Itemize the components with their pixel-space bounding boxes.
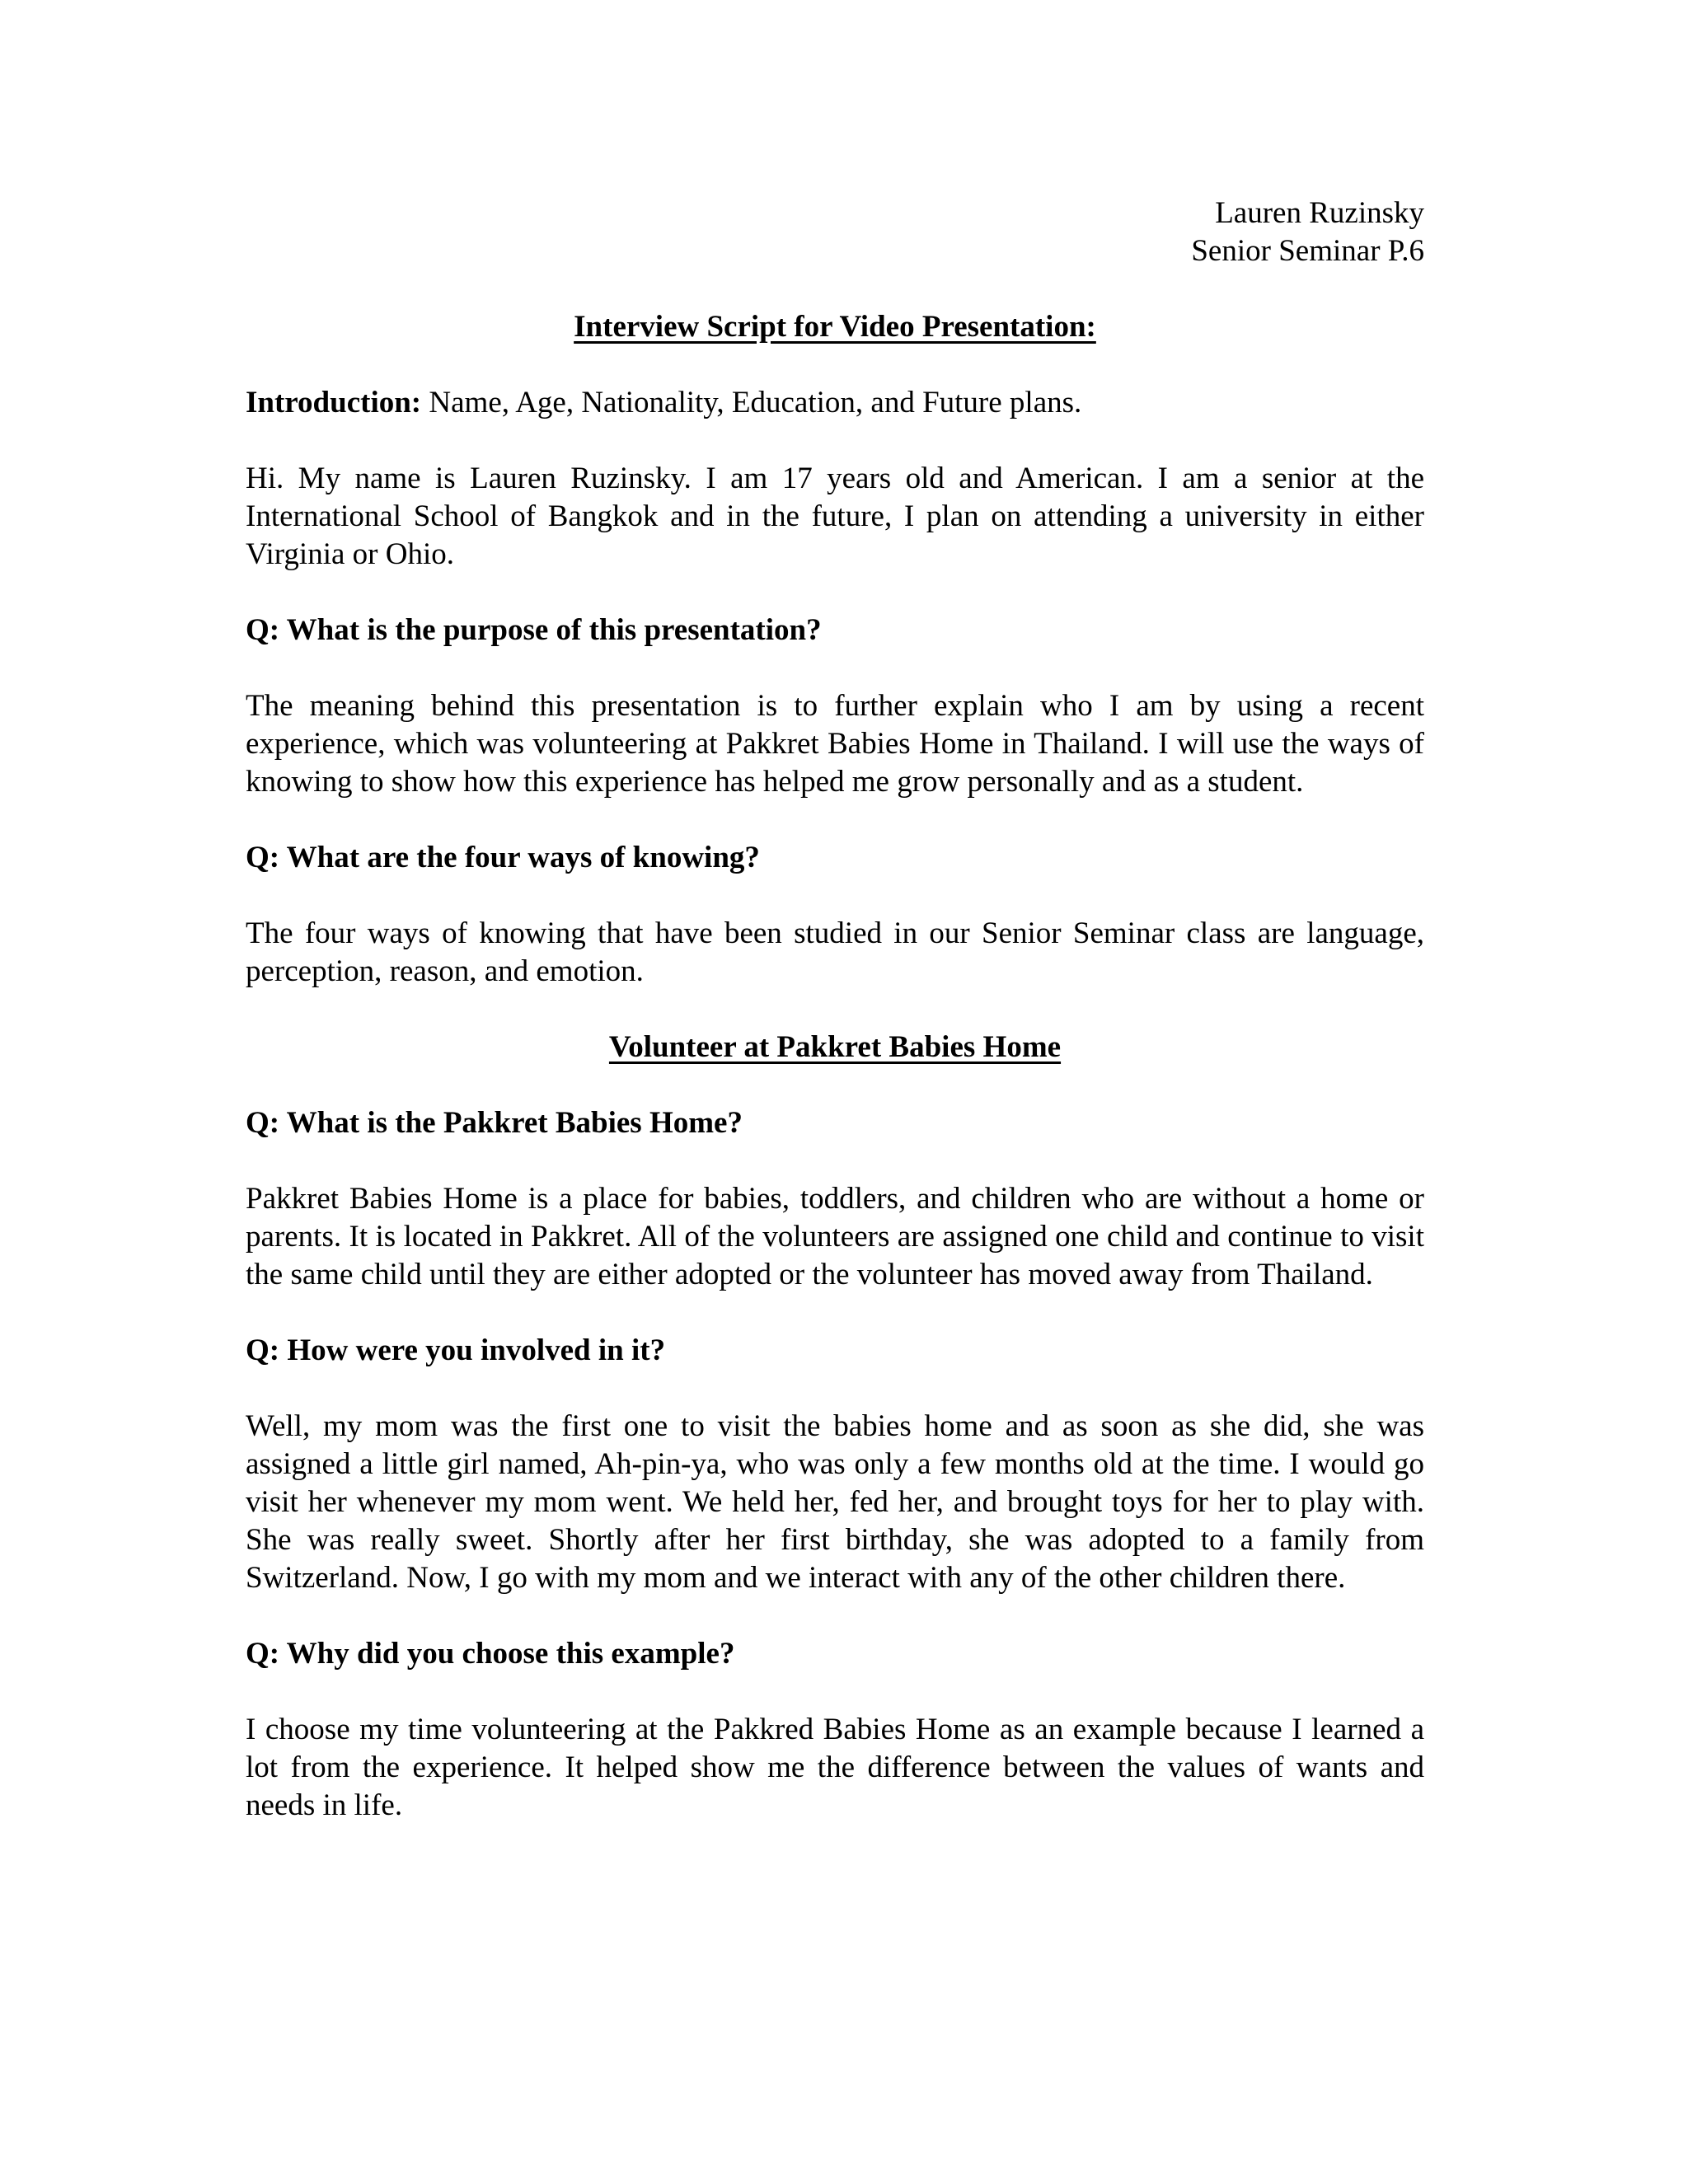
question-babies-home: Q: What is the Pakkret Babies Home? [246, 1106, 743, 1140]
answer-babies-home: Pakkret Babies Home is a place for babies, toddlers, and children who are without a home or parents. It is located in Pakkret. All of the volunteers are assigned one child and continue to visit the same child until they are either adopted or the volunteer has moved away from Thailand. [246, 1182, 1424, 1291]
section-heading: Volunteer at Pakkret Babies Home [608, 1030, 1062, 1064]
document-header [246, 194, 1424, 270]
document-title: Interview Script for Video Presentation: [574, 310, 1096, 344]
question-involvement: Q: How were you involved in it? [246, 1333, 666, 1367]
course-name: Senior Seminar P.6 [1191, 234, 1424, 268]
question-example: Q: Why did you choose this example? [246, 1637, 735, 1671]
answer-ways-of-knowing: The four ways of knowing that have been studied in our Senior Seminar class are language, perception, reason, and emotion. [246, 916, 1424, 988]
author-name: Lauren Ruzinsky [1215, 196, 1424, 230]
question-ways-of-knowing: Q: What are the four ways of knowing? [246, 841, 760, 874]
answer-example: I choose my time volunteering at the Pakkred Babies Home as an example because I learned a lot from the experience. It helped show me the difference between the values of wants and needs in life. [246, 1713, 1424, 1822]
document-page [246, 194, 1424, 1825]
answer-purpose: The meaning behind this presentation is to further explain who I am by using a recent experience, which was volunteering at Pakkret Babies Home in Thailand. I will use the ways of knowing to show how this experience has helped me grow personally and as a student. [246, 689, 1424, 799]
intro-answer: Hi. My name is Lauren Ruzinsky. I am 17 years old and American. I am a senior at the International School of Bangkok and in the future, I plan on attending a university in either Virginia or Ohio. [246, 462, 1424, 571]
answer-involvement: Well, my mom was the first one to visit the babies home and as soon as she did, she was assigned a little girl named, Ah-pin-ya, who was only a few months old at the time. I would go visit her whenever my mom went. We held her, fed her, and brought toys for her to play with. She was really sweet. Shortly after her first birthday, she was adopted to a family from Switzerland. Now, I go with my mom and we interact with any of the other children there. [246, 1409, 1424, 1595]
introduction-line [246, 384, 1424, 422]
introduction-label: Introduction: [246, 386, 422, 419]
question-purpose: Q: What is the purpose of this presentation? [246, 613, 822, 647]
introduction-text: Name, Age, Nationality, Education, and Future plans. [421, 386, 1082, 419]
